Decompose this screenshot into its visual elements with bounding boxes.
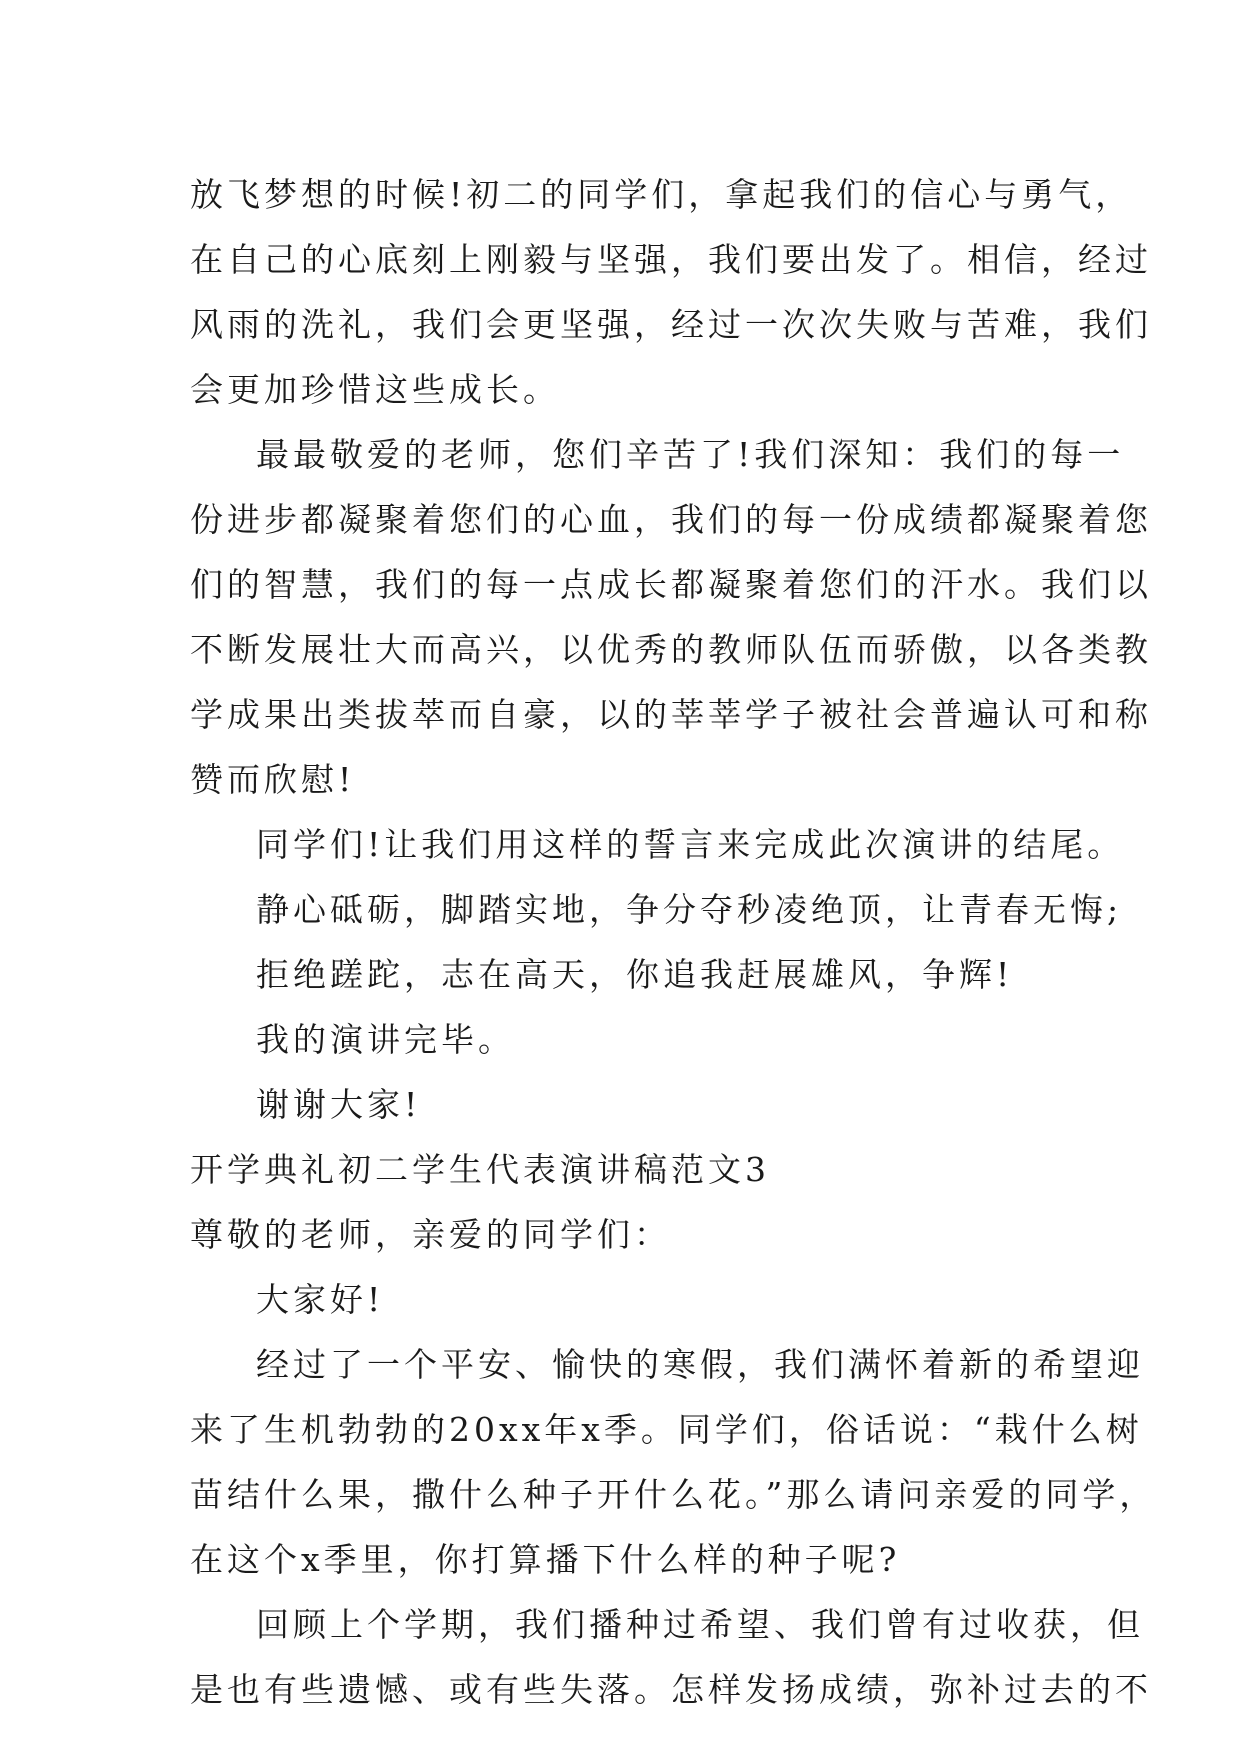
text-line: 在这个x季里，你打算播下什么样的种子呢? <box>190 1540 901 1579</box>
text-line: 学成果出类拔萃而自豪，以的莘莘学子被社会普遍认可和称 <box>190 695 1152 734</box>
text-line: 份进步都凝聚着您们的心血，我们的每一份成绩都凝聚着您 <box>190 500 1152 539</box>
paragraph-start-line: 回顾上个学期，我们播种过希望、我们曾有过收获，但 <box>256 1605 1144 1644</box>
text-line: 风雨的洗礼，我们会更坚强，经过一次次失败与苦难，我们 <box>190 305 1152 344</box>
text-line: 不断发展壮大而高兴，以优秀的教师队伍而骄傲，以各类教 <box>190 630 1152 669</box>
section-title: 开学典礼初二学生代表演讲稿范文3 <box>190 1150 770 1189</box>
salutation: 尊敬的老师，亲爱的同学们： <box>190 1215 671 1254</box>
text-line: 会更加珍惜这些成长。 <box>190 370 560 409</box>
paragraph-start-line: 静心砥砺，脚踏实地，争分夺秒凌绝顶，让青春无悔; <box>256 890 1123 929</box>
paragraph-start-line: 同学们!让我们用这样的誓言来完成此次演讲的结尾。 <box>256 825 1125 864</box>
text-line: 苗结什么果，撒什么种子开什么花。”那么请问亲爱的同学， <box>190 1475 1157 1514</box>
text-line: 赞而欣慰! <box>190 760 356 799</box>
text-line: 们的智慧，我们的每一点成长都凝聚着您们的汗水。我们以 <box>190 565 1152 604</box>
paragraph-start-line: 经过了一个平安、愉快的寒假，我们满怀着新的希望迎 <box>256 1345 1144 1384</box>
document-body <box>190 162 1157 1722</box>
text-line: 在自己的心底刻上刚毅与坚强，我们要出发了。相信，经过 <box>190 240 1152 279</box>
greeting: 大家好! <box>256 1280 385 1319</box>
paragraph-start-line: 最最敬爱的老师，您们辛苦了!我们深知：我们的每一 <box>256 435 1125 474</box>
text-line: 是也有些遗憾、或有些失落。怎样发扬成绩，弥补过去的不 <box>190 1670 1152 1709</box>
paragraph-start-line: 谢谢大家! <box>256 1085 422 1124</box>
text-line: 放飞梦想的时候!初二的同学们，拿起我们的信心与勇气， <box>190 175 1133 214</box>
text-line: 来了生机勃勃的20xx年x季。同学们，俗话说：“栽什么树 <box>190 1410 1143 1449</box>
paragraph-start-line: 拒绝蹉跎，志在高天，你追我赶展雄风，争辉! <box>256 955 1014 994</box>
paragraph-start-line: 我的演讲完毕。 <box>256 1020 515 1059</box>
